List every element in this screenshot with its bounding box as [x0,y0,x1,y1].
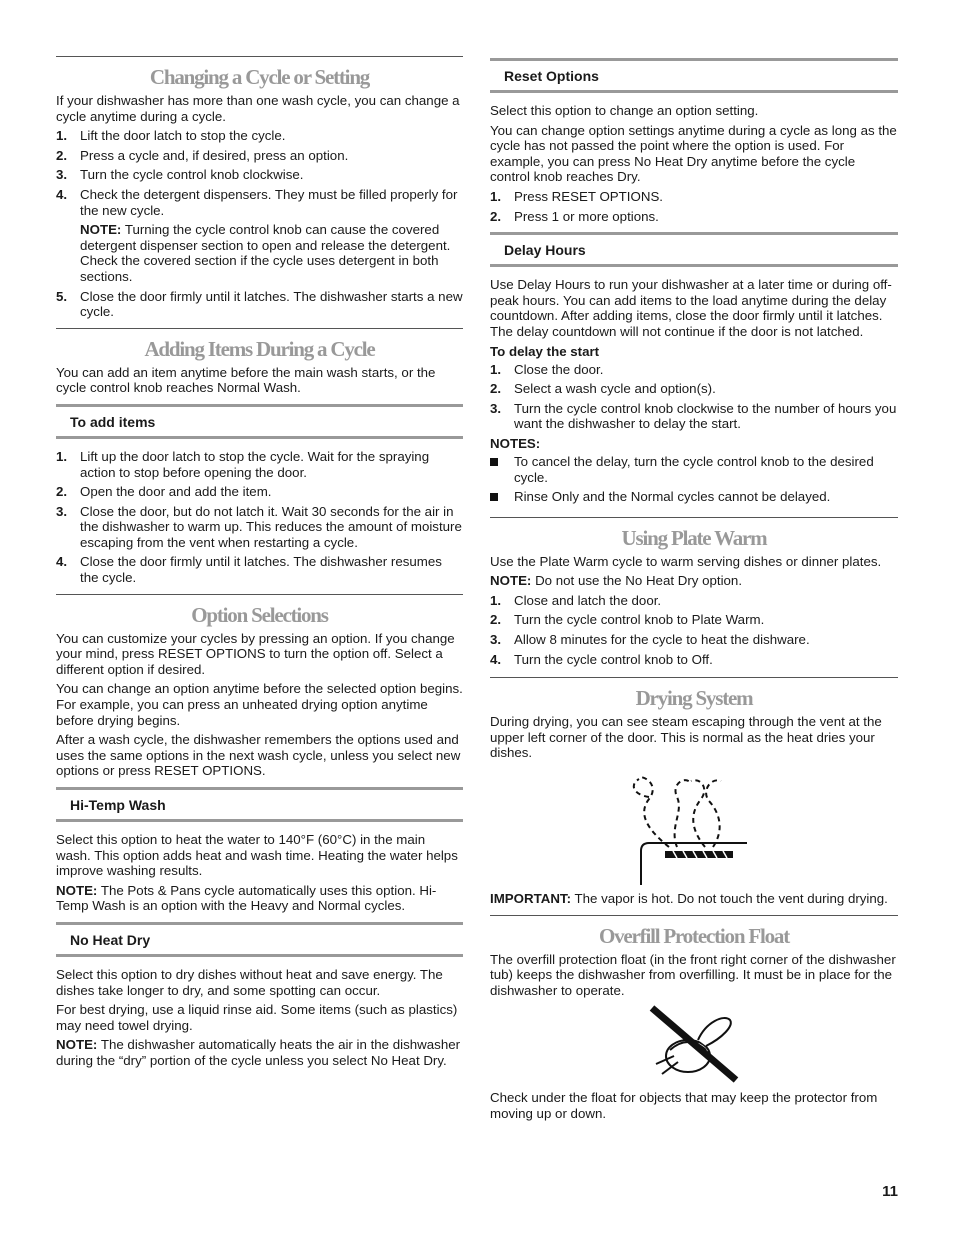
option-selections-p1: You can customize your cycles by pressing an option. If you change your mind, press RESET OPTIONS to turn the option off. Select a different option if desired. [56,630,455,677]
list-item: 3. Allow 8 minutes for the cycle to heat the dishware. [490,632,810,648]
section-divider [56,328,463,329]
bullet-square-icon [490,493,498,501]
adding-items-heading: Adding Items During a Cycle [144,336,375,361]
drying-system-heading: Drying System [635,686,753,711]
list-item: 2. Press a cycle and, if desired, press an option. [56,147,349,163]
section-divider [490,517,898,518]
drying-system-p1: During drying, you can see steam escaping through the vent at the upper left corner of the door. This is normal as the heat dries your dishes. [490,714,882,761]
changing-cycle-intro: If your dishwasher has more than one wash cycle, you can change a cycle anytime during a cycle. [56,93,460,124]
adding-items-intro: You can add an item anytime before the main wash starts, or the cycle control knob reaches Normal Wash. [56,364,436,396]
list-item: 3. Close the door, but do not latch it. Wait 30 seconds for the air in the dishwasher to warm up. This reduces the amount of moisture escaping from the vent when restarting a cycle. [56,503,462,550]
reset-options-p1: Select this option to change an option setting. [490,103,759,118]
plate-warm-steps [490,593,898,667]
list-item: 1. Press RESET OPTIONS. [490,188,664,204]
no-heat-dry-note: NOTE: The dishwasher automatically heats the air in the dishwasher during the “dry” portion of the cycle unless you select No Heat Dry. [56,1037,461,1068]
list-item: 1. Lift up the door latch to stop the cycle. Wait for the spraying action to stop before opening the door. [56,448,430,480]
list-item: 2. Select a wash cycle and option(s). [490,381,716,397]
to-add-items-subhead: To add items [56,404,463,439]
delay-start-label: To delay the start [490,343,600,359]
reset-options-p2: You can change option settings anytime during a cycle as long as the cycle has not passed the point where the option is used. For example, you can press No Heat Dry anytime before the cycle control knob reaches Dry. [490,122,897,185]
list-item: To cancel the delay, turn the cycle control knob to the desired cycle. [490,454,898,485]
right-column [490,58,898,1126]
section-divider [490,915,898,916]
changing-cycle-heading: Changing a Cycle or Setting [149,65,370,89]
overfill-float-prohibited-illustration [644,1004,744,1084]
hi-temp-wash-note: NOTE: The Pots & Pans cycle automatically uses this option. Hi-Temp Wash is an option with the Heavy and Normal cycles. [56,882,437,914]
plate-warm-note: NOTE: Do not use the No Heat Dry option. [490,573,743,589]
delay-hours-subhead: Delay Hours [490,232,898,267]
plate-warm-heading: Using Plate Warm [621,525,767,550]
option-selections-heading: Option Selections [191,602,328,627]
no-heat-dry-p1: Select this option to dry dishes without heat and save energy. The dishes take longer to dry, and some spotting can occur. [56,966,443,998]
section-divider [490,677,898,678]
option-selections-p2: You can change an option anytime before the selected option begins. For example, you can press an unheated drying option anytime before drying begins. [56,681,463,728]
list-item: 2. Open the door and add the item. [56,484,272,500]
left-column [56,56,463,1073]
list-item: 3. Turn the cycle control knob clockwise. [56,167,304,183]
reset-options-steps [490,189,898,224]
list-item: 4. Close the door firmly until it latches. The dishwasher resumes the cycle. [56,554,442,586]
list-item: Rinse Only and the Normal cycles cannot be delayed. [490,489,898,505]
section-divider [56,56,463,57]
delay-notes-list [490,454,898,505]
delay-hours-p1: Use Delay Hours to run your dishwasher at a later time or during off-peak hours. You can add items to the load anytime during the delay countdown. After adding items, close the door firmly until it latches. The delay countdown will not continue if the door is not latched. [490,277,892,339]
list-item: 1. Close the door. [490,361,604,377]
list-item: 1. Lift the door latch to stop the cycle. [56,128,286,144]
reset-options-subhead: Reset Options [490,58,898,93]
drying-important: IMPORTANT: The vapor is hot. Do not touch the vent during drying. [490,891,888,907]
bullet-square-icon [490,458,498,466]
hi-temp-wash-subhead: Hi-Temp Wash [56,787,463,822]
no-heat-dry-p2: For best drying, use a liquid rinse aid. Some items (such as plastics) may need towel drying. [56,1002,458,1033]
hi-temp-wash-p1: Select this option to heat the water to 140°F (60°C) in the main wash. This option adds heat and wash time. Heating the water helps improve washing results. [56,832,458,879]
list-item: 5. Close the door firmly until it latches. The dishwasher starts a new cycle. [56,288,463,320]
no-heat-dry-subhead: No Heat Dry [56,922,463,957]
changing-cycle-steps [56,128,463,320]
list-item: 2. Turn the cycle control knob to Plate Warm. [490,612,765,628]
list-item: 4. Check the detergent dispensers. They must be filled properly for the new cycle. NOTE: Turning the cycle control knob can cause the covered detergent dispenser section to open and release the detergent. Check the covered section if the cycle uses detergent in both sections. [56,187,463,285]
option-selections-p3: After a wash cycle, the dishwasher remembers the options used and uses the same options in the next wash cycle, unless you select new options or press RESET OPTIONS. [56,732,461,779]
section-divider [56,594,463,595]
list-item: 4. Turn the cycle control knob to Off. [490,651,713,667]
list-item: 1. Close and latch the door. [490,592,662,608]
page-number: 11 [882,1183,898,1200]
overfill-float-p2: Check under the float for objects that may keep the protector from moving up or down. [490,1090,878,1121]
steam-vent-illustration [629,767,759,885]
list-item: 3. Turn the cycle control knob clockwise to the number of hours you want the dishwasher to delay the start. [490,400,897,432]
list-item: 2. Press 1 or more options. [490,208,659,224]
adding-items-steps [56,449,463,586]
delay-hours-steps [490,362,898,432]
detergent-note: NOTE: Turning the cycle control knob can cause the covered detergent dispenser section to open and release the detergent. Check the covered section if the cycle uses detergent in both sections. [80,222,451,284]
overfill-float-heading: Overfill Protection Float [598,923,790,948]
notes-label: NOTES: [490,435,541,451]
plate-warm-p1: Use the Plate Warm cycle to warm serving dishes or dinner plates. [490,553,882,569]
overfill-float-p1: The overfill protection float (in the front right corner of the dishwasher tub) keeps the dishwasher from overfilling. It must be in place for the dishwasher to operate. [490,951,896,998]
